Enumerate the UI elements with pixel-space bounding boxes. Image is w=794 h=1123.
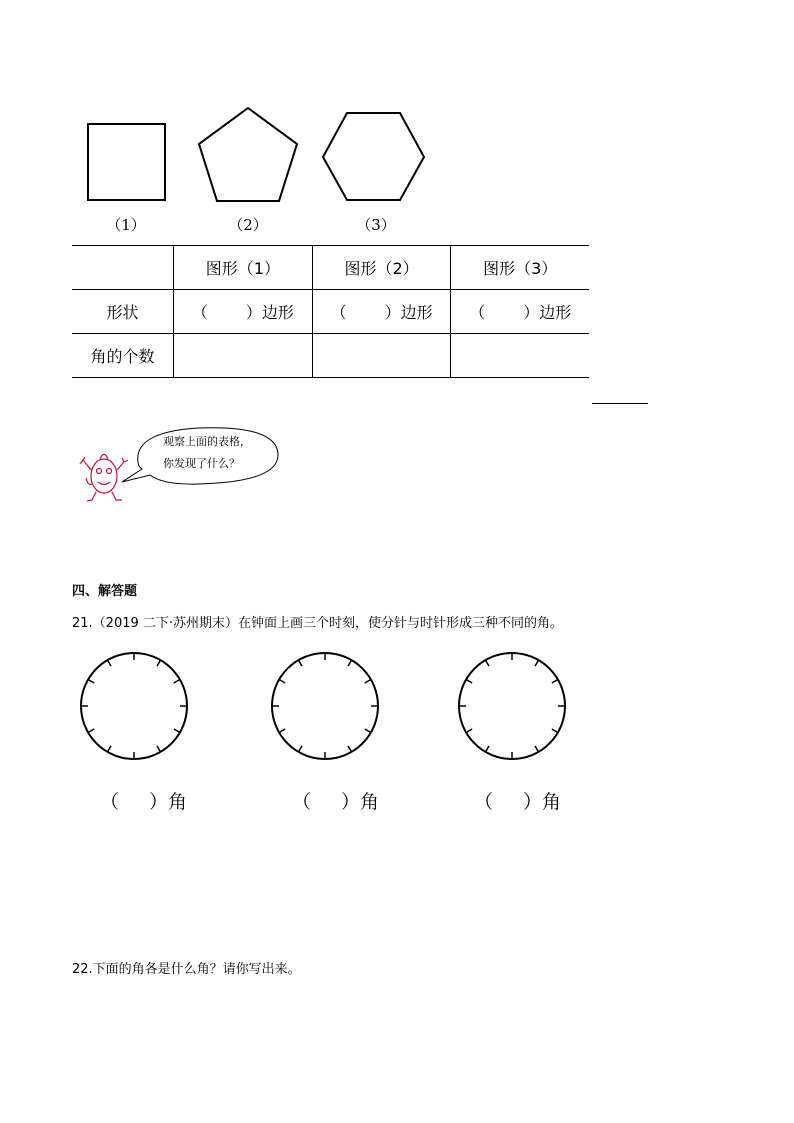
shape-answer-cell[interactable] xyxy=(451,290,589,334)
clock-tick xyxy=(157,660,161,666)
table-row-angle-count xyxy=(72,334,589,378)
shape-label-3: （3） xyxy=(356,216,396,234)
clock-faces xyxy=(0,640,794,770)
close-text: ）角 xyxy=(523,791,562,813)
bubble-line-1: 观察上面的表格， xyxy=(163,435,251,448)
clock-tick xyxy=(466,729,472,733)
square-shape xyxy=(86,122,168,202)
clock-circle xyxy=(272,653,378,759)
close-text: ）角 xyxy=(341,791,380,813)
shape-answer-cell[interactable] xyxy=(312,290,451,334)
row-label-angle-count: 角的个数 xyxy=(72,334,174,378)
clock-tick xyxy=(88,729,94,733)
table-header-row xyxy=(72,246,589,290)
close-text: ）角 xyxy=(149,791,188,813)
clock-tick xyxy=(466,680,472,684)
clock-tick xyxy=(552,680,558,684)
clock-face-2[interactable] xyxy=(272,653,378,759)
clock-tick xyxy=(365,729,371,733)
clock-tick xyxy=(88,680,94,684)
angle-count-cell[interactable] xyxy=(312,334,451,378)
table-header-cell: 图形（3） xyxy=(451,246,589,290)
section-title: 四、解答题 xyxy=(72,584,138,599)
clock-tick xyxy=(299,746,303,752)
shape-label-2: （2） xyxy=(228,216,268,234)
open-paren: （ xyxy=(191,303,208,322)
bubble-line-2: 你发现了什么？ xyxy=(163,457,240,470)
clock-tick xyxy=(299,660,303,666)
shape-table xyxy=(72,245,589,378)
clock-tick xyxy=(348,746,352,752)
question-21-text: 21.（2019 二下·苏州期末）在钟面上画三个时刻，使分针与时针形成三种不同的角。 xyxy=(72,616,564,631)
clock-tick xyxy=(279,680,285,684)
clock-label-2 xyxy=(292,787,379,814)
clock-tick xyxy=(348,660,352,666)
close-text: ）边形 xyxy=(523,303,572,322)
clock-face-1[interactable] xyxy=(81,653,187,759)
clock-tick xyxy=(108,660,112,666)
angle-count-cell[interactable] xyxy=(451,334,589,378)
open-paren: （ xyxy=(469,303,486,322)
clock-label-1 xyxy=(100,787,187,814)
clock-tick xyxy=(486,746,490,752)
clock-tick xyxy=(108,746,112,752)
angle-count-cell[interactable] xyxy=(174,334,313,378)
table-header-cell: 图形（1） xyxy=(174,246,313,290)
shape-label-1: （1） xyxy=(106,216,146,234)
answer-line[interactable] xyxy=(592,403,648,404)
table-header-cell xyxy=(72,246,174,290)
clock-tick xyxy=(535,746,539,752)
clock-tick xyxy=(535,660,539,666)
hexagon-shape xyxy=(319,108,429,204)
clock-circle xyxy=(81,653,187,759)
clock-tick xyxy=(552,729,558,733)
pentagon-shape xyxy=(196,104,302,204)
clock-circle xyxy=(459,653,565,759)
clock-tick xyxy=(174,729,180,733)
clock-tick xyxy=(174,680,180,684)
table-header-cell: 图形（2） xyxy=(312,246,451,290)
clock-tick xyxy=(486,660,490,666)
row-label-shape: 形状 xyxy=(72,290,174,334)
clock-label-3 xyxy=(474,787,561,814)
open-paren: （ xyxy=(474,791,494,813)
shape-answer-cell[interactable] xyxy=(174,290,313,334)
open-paren: （ xyxy=(292,791,312,813)
clock-tick xyxy=(279,729,285,733)
clock-face-3[interactable] xyxy=(459,653,565,759)
close-text: ）边形 xyxy=(384,303,433,322)
clock-tick xyxy=(157,746,161,752)
open-paren: （ xyxy=(100,791,120,813)
table-row-shape xyxy=(72,290,589,334)
close-text: ）边形 xyxy=(245,303,294,322)
open-paren: （ xyxy=(330,303,347,322)
question-22-text: 22.下面的角各是什么角？请你写出来。 xyxy=(72,962,301,977)
clock-tick xyxy=(365,680,371,684)
